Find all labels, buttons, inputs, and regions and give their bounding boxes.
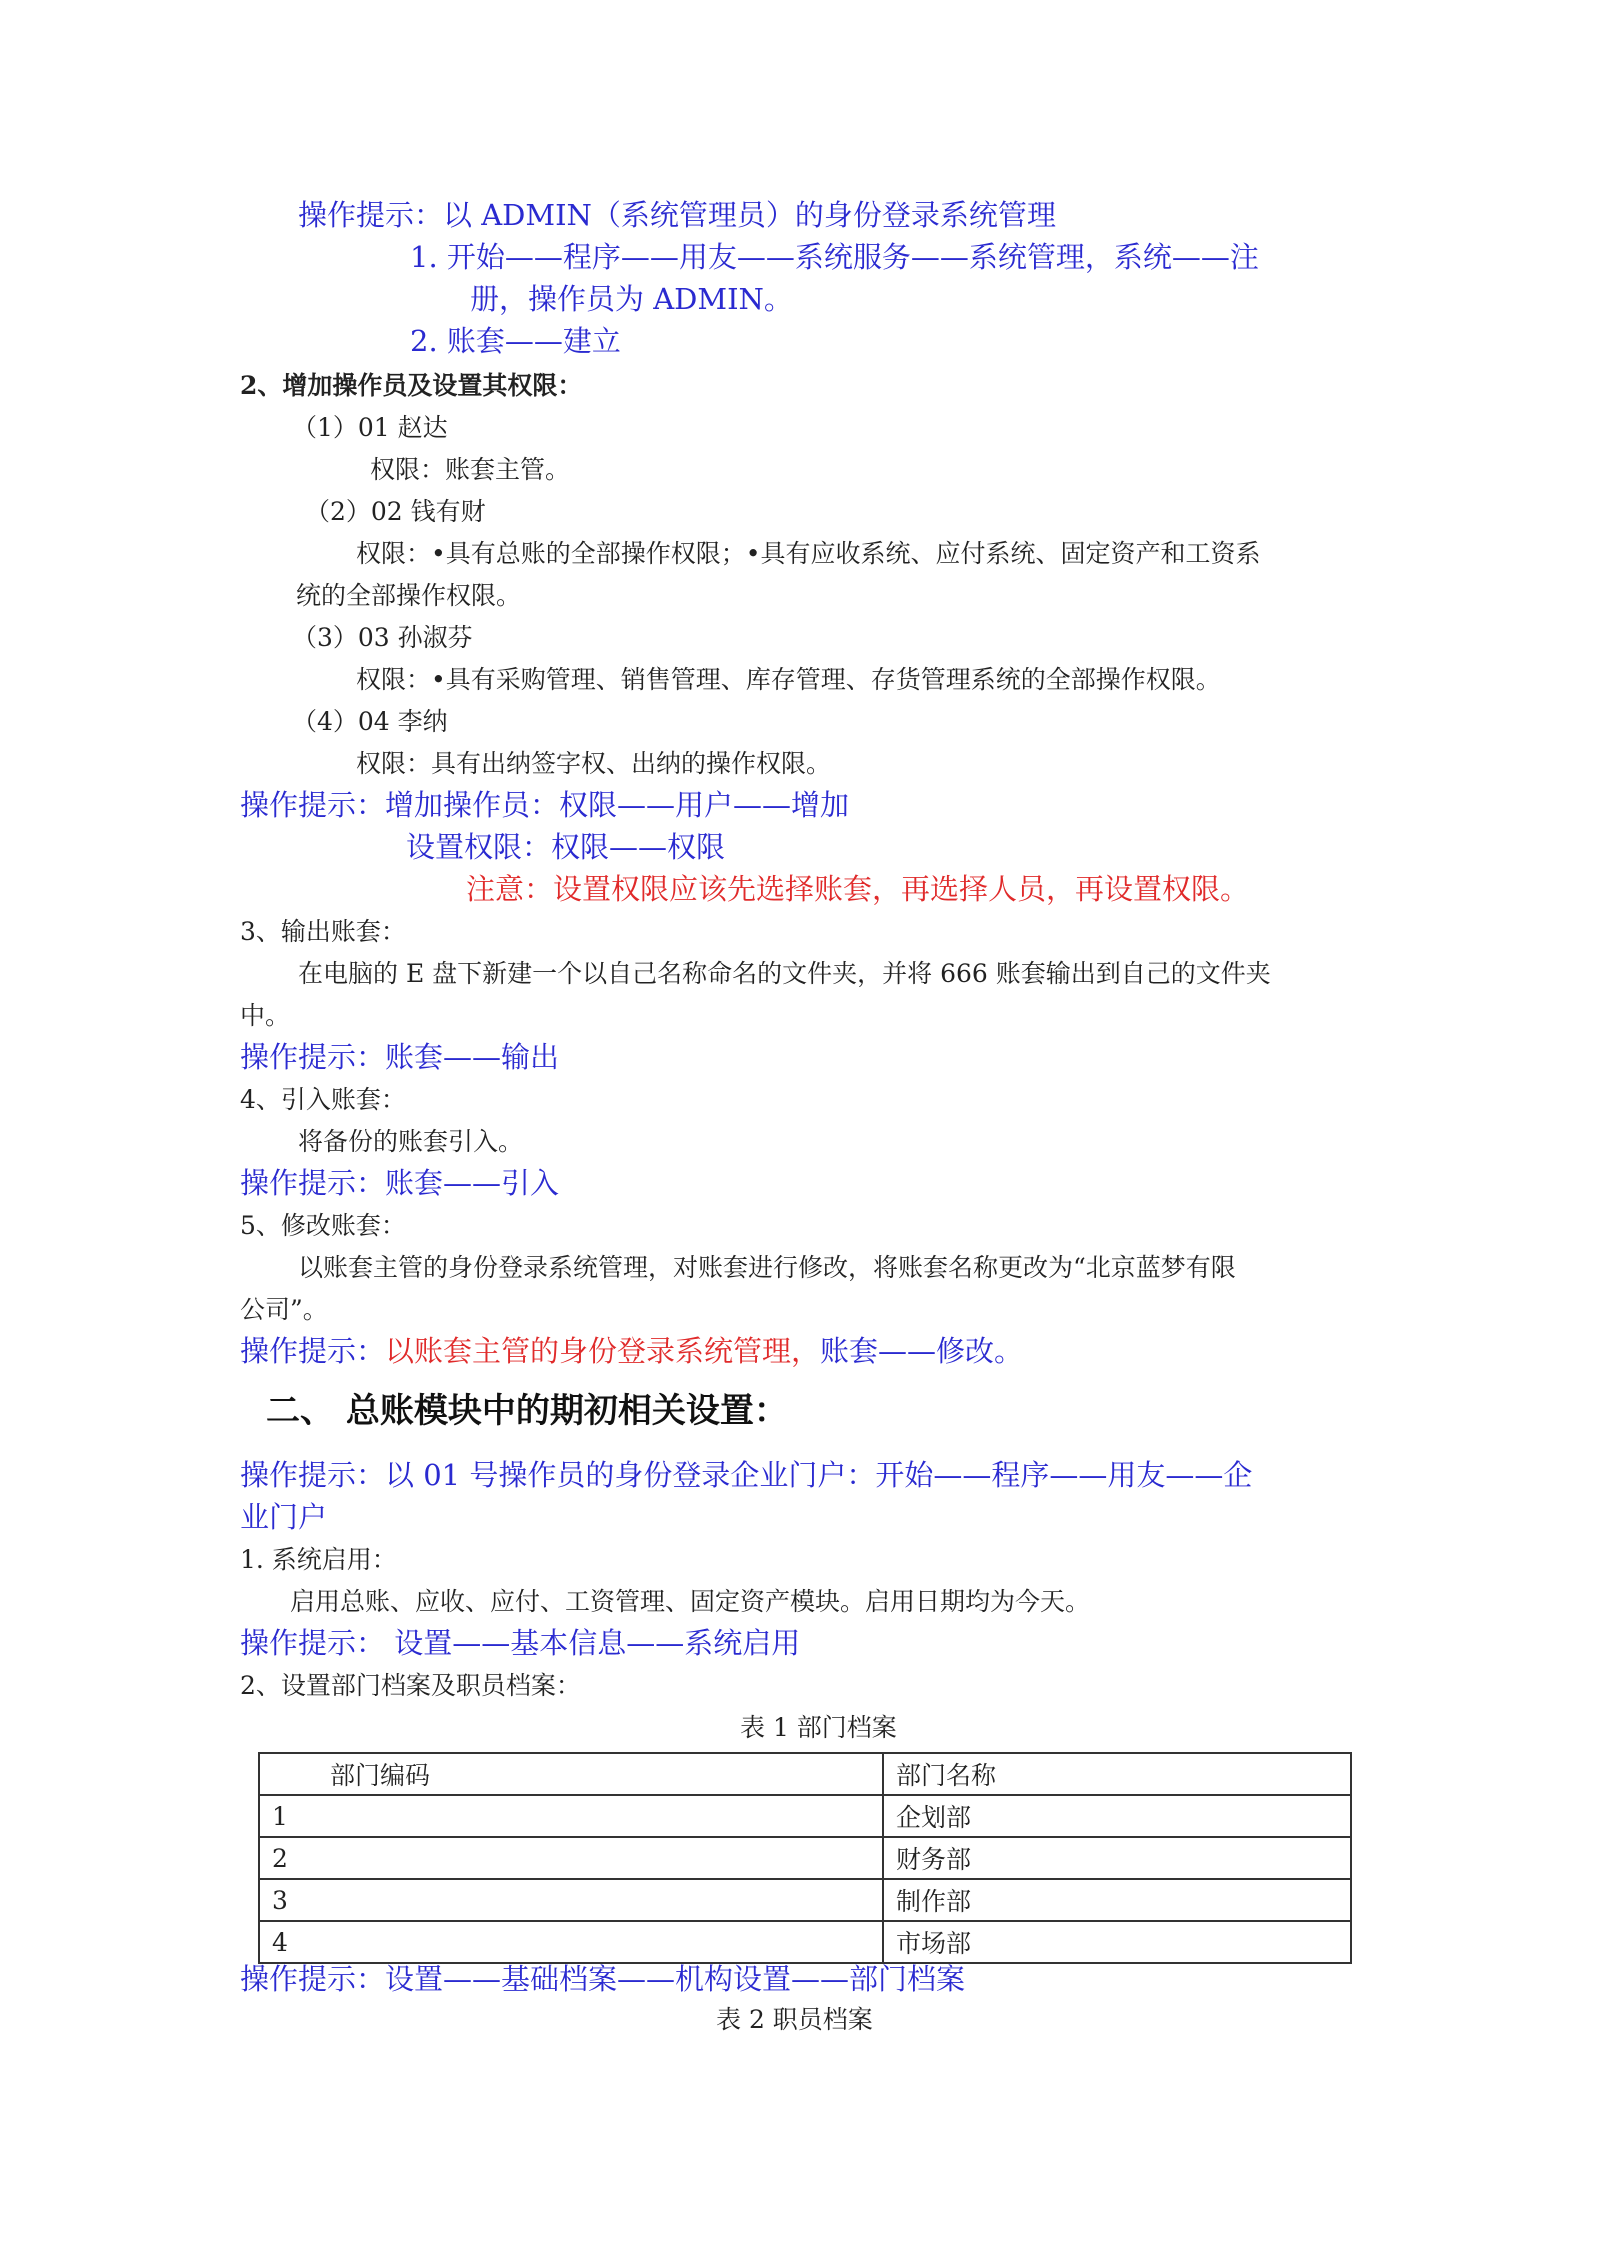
- section-3-body-b: 中。: [240, 1001, 291, 1030]
- tip-export: 操作提示：账套——输出: [240, 1040, 560, 1074]
- table-row: [259, 1879, 1351, 1921]
- item-1-heading: 1. 系统启用：: [240, 1545, 397, 1574]
- dept-name: 财务部: [883, 1837, 1351, 1879]
- operator-1: （1）01 赵达: [292, 413, 448, 442]
- department-table: [258, 1752, 1352, 1964]
- tip-portal-login-a: 操作提示：以 01 号操作员的身份登录企业门户：开始——程序——用友——企: [240, 1458, 1253, 1492]
- table-row: [259, 1921, 1351, 1963]
- tip-portal-login-b: 业门户: [240, 1500, 328, 1534]
- item-1-body: 启用总账、应收、应付、工资管理、固定资产模块。启用日期均为今天。: [290, 1587, 1091, 1616]
- operator-1-permission: 权限：账套主管。: [370, 455, 571, 484]
- step-1-line-b: 册，操作员为 ADMIN。: [470, 282, 793, 316]
- dept-name: 制作部: [883, 1879, 1351, 1921]
- header-dept-code: 部门编码: [259, 1753, 883, 1795]
- tip-modify-suffix: 账套——修改。: [820, 1334, 1024, 1368]
- dept-name: 市场部: [883, 1921, 1351, 1963]
- dept-name: 企划部: [883, 1795, 1351, 1837]
- operator-3-permission: 权限：•具有采购管理、销售管理、库存管理、存货管理系统的全部操作权限。: [356, 665, 1221, 694]
- dept-code: 3: [259, 1879, 883, 1921]
- dept-code: 2: [259, 1837, 883, 1879]
- tip-set-permission: 设置权限：权限——权限: [406, 830, 726, 864]
- note-permission-order: 注意：设置权限应该先选择账套，再选择人员，再设置权限。: [466, 872, 1250, 906]
- section-4-heading: 4、引入账套：: [240, 1085, 406, 1114]
- tip-admin-login: 操作提示：以 ADMIN（系统管理员）的身份登录系统管理: [298, 198, 1056, 232]
- dept-code: 4: [259, 1921, 883, 1963]
- step-2: 2. 账套——建立: [410, 324, 621, 358]
- section-3-heading: 3、输出账套：: [240, 917, 406, 946]
- tip-import: 操作提示：账套——引入: [240, 1166, 560, 1200]
- operator-2: （2）02 钱有财: [305, 497, 486, 526]
- table-2-caption: 表 2 职员档案: [716, 2005, 873, 2034]
- step-1-line-a: 1. 开始——程序——用友——系统服务——系统管理，系统——注: [410, 240, 1259, 274]
- tip-add-operator: 操作提示：增加操作员：权限——用户——增加: [240, 788, 850, 822]
- tip-department-archive: 操作提示：设置——基础档案——机构设置——部门档案: [240, 1962, 966, 1996]
- tip-modify: [240, 1332, 1023, 1370]
- section-5-heading: 5、修改账套：: [240, 1211, 406, 1240]
- section-5-body-a: 以账套主管的身份登录系统管理，对账套进行修改，将账套名称更改为“北京蓝梦有限: [298, 1253, 1236, 1282]
- part-2-heading: 二、 总账模块中的期初相关设置：: [266, 1391, 788, 1431]
- table-row: [259, 1837, 1351, 1879]
- operator-4: （4）04 李纳: [292, 707, 448, 736]
- table-header-row: [259, 1753, 1351, 1795]
- tip-modify-prefix: 操作提示：: [240, 1334, 386, 1368]
- operator-3: （3）03 孙淑芬: [292, 623, 473, 652]
- section-5-body-b: 公司”。: [240, 1295, 328, 1324]
- dept-code: 1: [259, 1795, 883, 1837]
- header-dept-name: 部门名称: [883, 1753, 1351, 1795]
- operator-2-permission-a: 权限：•具有总账的全部操作权限；•具有应收系统、应付系统、固定资产和工资系: [356, 539, 1261, 568]
- tip-system-enable: 操作提示： 设置——基本信息——系统启用: [240, 1626, 801, 1660]
- table-1-caption: 表 1 部门档案: [740, 1713, 897, 1742]
- section-3-body-a: 在电脑的 E 盘下新建一个以自己名称命名的文件夹，并将 666 账套输出到自己的文件夹: [298, 959, 1271, 988]
- tip-modify-red: 以账套主管的身份登录系统管理，: [385, 1334, 821, 1368]
- item-2-heading: 2、设置部门档案及职员档案：: [240, 1671, 581, 1700]
- section-4-body: 将备份的账套引入。: [298, 1127, 524, 1156]
- table-row: [259, 1795, 1351, 1837]
- operator-2-permission-b: 统的全部操作权限。: [296, 581, 522, 610]
- operator-4-permission: 权限：具有出纳签字权、出纳的操作权限。: [356, 749, 832, 778]
- section-2-heading: 2、增加操作员及设置其权限：: [240, 371, 583, 400]
